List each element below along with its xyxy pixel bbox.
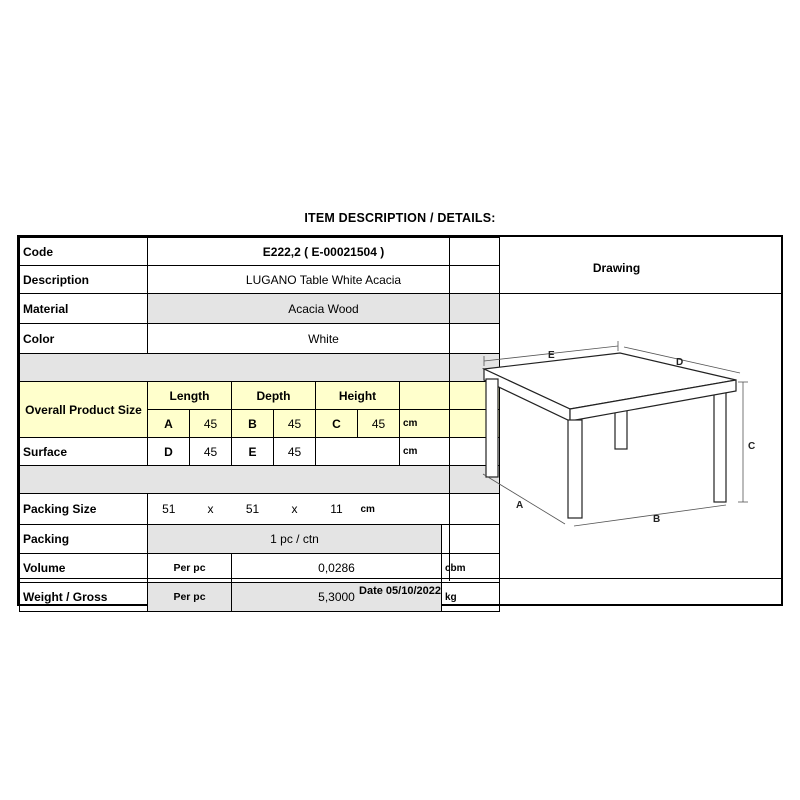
- weight-unit: kg: [442, 583, 500, 612]
- packing-size-row: [20, 494, 500, 525]
- spec-sheet: [17, 235, 783, 606]
- letter-c: C: [316, 410, 358, 438]
- size-unit: cm: [400, 410, 500, 438]
- packing-size-unit: cm: [358, 494, 500, 525]
- weight-value: 5,3000: [232, 583, 442, 612]
- surface-unit: cm: [400, 438, 500, 466]
- value-b: 45: [274, 410, 316, 438]
- spec-table: [19, 237, 500, 612]
- packing-value: 1 pc / ctn: [148, 525, 442, 554]
- volume-value: 0,0286: [232, 554, 442, 583]
- material-label: Material: [20, 294, 148, 324]
- packing-label: Packing: [20, 525, 148, 554]
- material-value: Acacia Wood: [148, 294, 500, 324]
- leg-front-center: [568, 420, 582, 518]
- description-row: [20, 266, 500, 294]
- letter-b: B: [232, 410, 274, 438]
- packing-row: [20, 525, 500, 554]
- packing-size-v1: 51: [148, 494, 190, 525]
- depth-header: Depth: [232, 382, 316, 410]
- letter-a: A: [148, 410, 190, 438]
- table-top: [484, 353, 736, 409]
- spacer-row-2: [20, 466, 500, 494]
- surface-row: [20, 438, 500, 466]
- surface-label: Surface: [20, 438, 148, 466]
- packing-size-x2: x: [274, 494, 316, 525]
- material-row: [20, 294, 500, 324]
- table-drawing: [450, 294, 784, 581]
- leg-back-right: [714, 392, 726, 502]
- packing-size-label: Packing Size: [20, 494, 148, 525]
- volume-unit: cbm: [442, 554, 500, 583]
- volume-per: Per pc: [148, 554, 232, 583]
- value-e: 45: [274, 438, 316, 466]
- drawing-area: [449, 294, 783, 581]
- size-header-row: [20, 382, 500, 410]
- label-e: E: [548, 350, 555, 361]
- label-d: D: [676, 357, 684, 368]
- code-label: Code: [20, 238, 148, 266]
- overall-size-label: Overall Product Size: [20, 382, 148, 438]
- color-value: White: [148, 324, 500, 354]
- leg-front-left: [486, 379, 498, 477]
- code-value: E222,2 ( E-00021504 ): [148, 238, 500, 266]
- description-value: LUGANO Table White Acacia: [148, 266, 500, 294]
- label-a: A: [516, 500, 524, 511]
- color-row: [20, 324, 500, 354]
- packing-size-v2: 51: [232, 494, 274, 525]
- page-title: ITEM DESCRIPTION / DETAILS:: [304, 211, 496, 225]
- value-c: 45: [358, 410, 400, 438]
- value-a: 45: [190, 410, 232, 438]
- color-label: Color: [20, 324, 148, 354]
- value-d: 45: [190, 438, 232, 466]
- height-header: Height: [316, 382, 400, 410]
- length-header: Length: [148, 382, 232, 410]
- weight-label: Weight / Gross: [20, 583, 148, 612]
- description-label: Description: [20, 266, 148, 294]
- letter-e: E: [232, 438, 274, 466]
- packing-size-x1: x: [190, 494, 232, 525]
- label-c: C: [748, 441, 756, 452]
- volume-label: Volume: [20, 554, 148, 583]
- spacer-row: [20, 354, 500, 382]
- drawing-header: Drawing: [449, 237, 783, 294]
- letter-d: D: [148, 438, 190, 466]
- footer-date: Date 05/10/2022: [19, 578, 781, 604]
- packing-size-v3: 11: [316, 494, 358, 525]
- code-row: [20, 238, 500, 266]
- label-b: B: [653, 514, 661, 525]
- weight-per: Per pc: [148, 583, 232, 612]
